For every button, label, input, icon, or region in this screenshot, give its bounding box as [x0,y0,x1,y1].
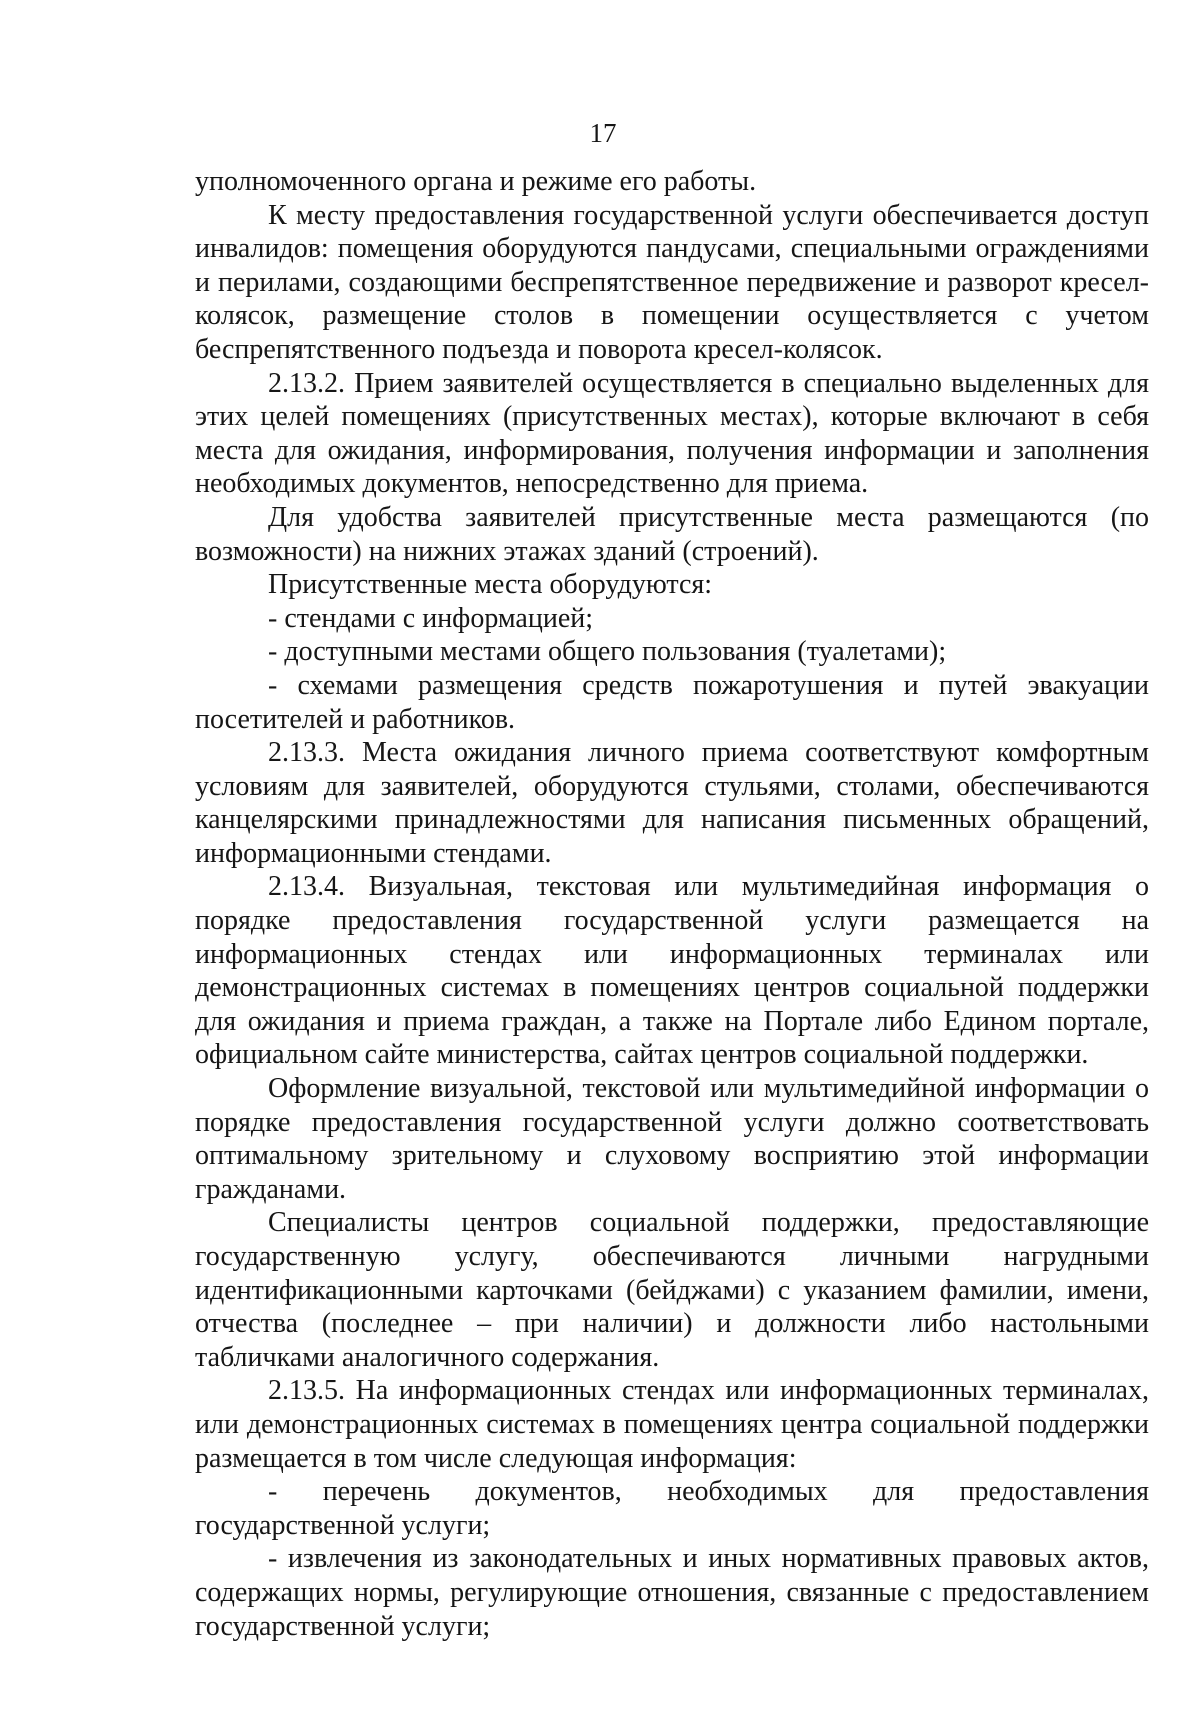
list-item-documents-list: - перечень документов, необходимых для предоставления государственной услуги; [195,1476,1149,1541]
page-number: 17 [589,118,617,148]
paragraph-2-13-5: 2.13.5. На информационных стендах или информационных терминалах, или демонстрационных системах в помещениях центра социальной поддержки размещается в том числе следующая информация: [195,1375,1149,1474]
paragraph-2-13-4: 2.13.4. Визуальная, текстовая или мультимедийная информация о порядке предоставления государственной услуги размещается на информационных стендах или информационных терминалах или демонстрационных системах в помещениях центров социальной поддержки для ожидания и приема граждан, а также на Портале либо Едином портале, официальном сайте министерства, сайтах центров социальной поддержки. [195,871,1149,1071]
paragraph-disabled-access: К месту предоставления государственной услуги обеспечивается доступ инвалидов: помещения оборудуются пандусами, специальными ограждениями и перилами, создающими беспрепятственное передвижение и разворот кресел-колясок, размещение столов в помещении осуществляется с учетом беспрепятственного подъезда и поворота кресел-колясок. [195,199,1149,365]
list-item-public-toilets: - доступными местами общего пользования (туалетами); [268,636,947,668]
list-item-info-stands: - стендами с информацией; [268,602,594,634]
paragraph-lower-floors: Для удобства заявителей присутственные места размещаются (по возможности) на нижних этажах зданий (строений). [195,501,1149,567]
list-item-evacuation-schemes: - схемами размещения средств пожаротушения и путей эвакуации посетителей и работников. [195,669,1149,735]
paragraph-2-13-2: 2.13.2. Прием заявителей осуществляется в специально выделенных для этих целей помещениях (присутственных местах), которые включают в себя места для ожидания, информирования, получения информации и заполнения необходимых документов, непосредственно для приема. [195,367,1149,500]
paragraph-authorized-body-schedule: уполномоченного органа и режиме его работы. [195,166,757,197]
paragraph-information-design: Оформление визуальной, текстовой или мультимедийной информации о порядке предоставления государственной услуги должно соответствовать оптимальному зрительному и слуховому восприятию этой информации гражданами. [195,1073,1149,1205]
paragraph-specialist-badges: Специалисты центров социальной поддержки, предоставляющие государственную услугу, обеспечиваются личными нагрудными идентификационными карточками (бейджами) с указанием фамилии, имени, отчества (последнее – при наличии) и должности либо настольными табличками аналогичного содержания. [195,1207,1149,1373]
document-body [195,165,1149,1643]
paragraph-equipment-intro: Присутственные места оборудуются: [268,569,713,601]
list-item-legal-extracts: - извлечения из законодательных и иных нормативных правовых актов, содержащих нормы, регулирующие отношения, связанные с предоставлением государственной услуги; [195,1543,1149,1642]
paragraph-2-13-3: 2.13.3. Места ожидания личного приема соответствуют комфортным условиям для заявителей, оборудуются стульями, столами, обеспечиваются канцелярскими принадлежностями для написания письменных обращений, информационными стендами. [195,737,1149,869]
